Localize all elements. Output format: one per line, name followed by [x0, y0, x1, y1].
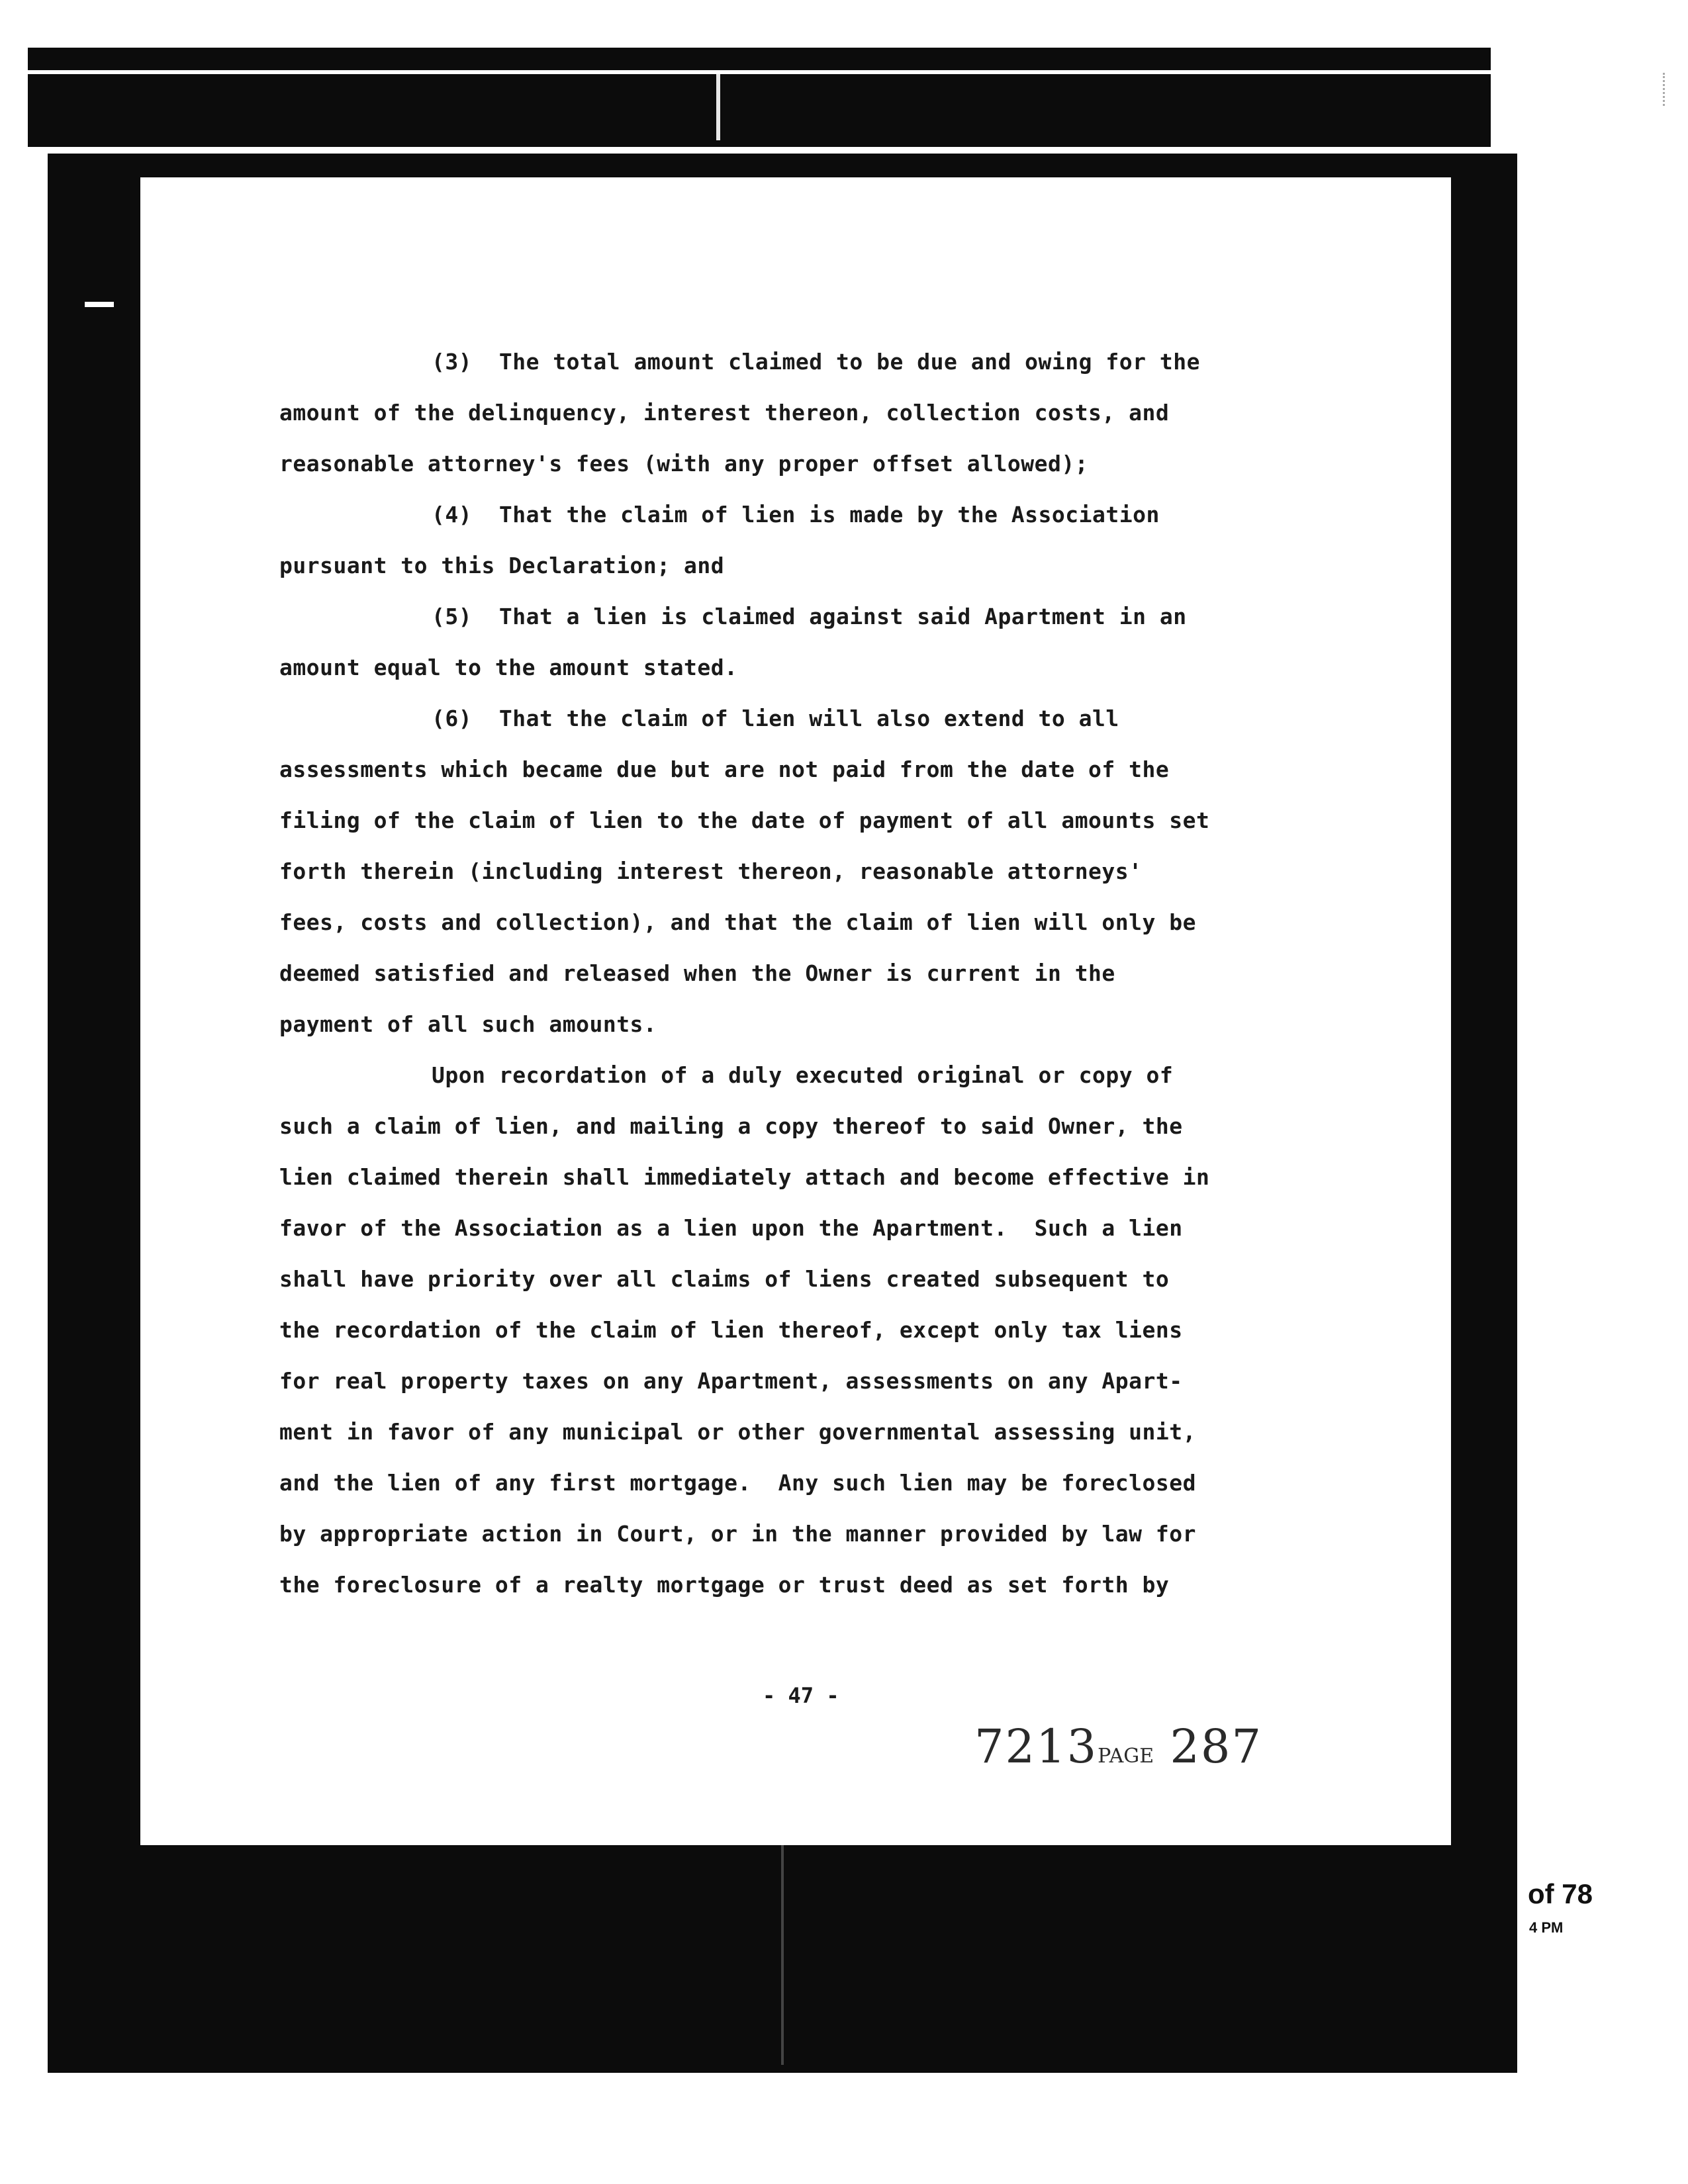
book-page: 287 [1170, 1719, 1262, 1774]
document-line: pursuant to this Declaration; and [279, 553, 725, 578]
scan-right-dots [1663, 73, 1669, 106]
scan-top-border-tick [716, 74, 720, 140]
document-line: filing of the claim of lien to the date of payment of all amounts set [279, 807, 1210, 833]
book-page-stamp [974, 1719, 1262, 1774]
book-number: 7213 [974, 1719, 1098, 1774]
scan-top-border [28, 48, 1491, 147]
document-line: for real property taxes on any Apartment, assessments on any Apart- [279, 1368, 1183, 1394]
page-number: - 47 - [763, 1683, 839, 1708]
document-page [140, 177, 1451, 1845]
document-line: (5) That a lien is claimed against said Apartment in an [432, 604, 1187, 629]
viewer-page-total: of 78 [1528, 1878, 1593, 1909]
document-line: (4) That the claim of lien is made by the Association [432, 502, 1160, 527]
document-line: amount of the delinquency, interest thereon, collection costs, and [279, 400, 1170, 426]
document-line: and the lien of any first mortgage. Any such lien may be foreclosed [279, 1470, 1197, 1496]
document-line: (3) The total amount claimed to be due and owing for the [432, 349, 1200, 375]
document-line: the recordation of the claim of lien thereof, except only tax liens [279, 1317, 1183, 1343]
document-line: amount equal to the amount stated. [279, 655, 738, 680]
document-line: forth therein (including interest thereon, reasonable attorneys' [279, 858, 1143, 884]
document-line: shall have priority over all claims of liens created subsequent to [279, 1266, 1170, 1292]
document-line: (6) That the claim of lien will also extend to all [432, 705, 1119, 731]
document-line: assessments which became due but are not paid from the date of the [279, 756, 1170, 782]
document-line: lien claimed therein shall immediately attach and become effective in [279, 1164, 1210, 1190]
document-line: by appropriate action in Court, or in the manner provided by law for [279, 1521, 1197, 1547]
document-line: ment in favor of any municipal or other governmental assessing unit, [279, 1419, 1197, 1445]
viewer-time: 4 PM [1529, 1919, 1564, 1936]
document-line: fees, costs and collection), and that the claim of lien will only be [279, 909, 1197, 935]
document-line: deemed satisfied and released when the Owner is current in the [279, 960, 1115, 986]
scan-top-border-line [28, 70, 1491, 74]
document-line: favor of the Association as a lien upon the Apartment. Such a lien [279, 1215, 1183, 1241]
document-line: such a claim of lien, and mailing a copy thereof to said Owner, the [279, 1113, 1183, 1139]
scan-left-mark [85, 302, 114, 307]
document-line: payment of all such amounts. [279, 1011, 657, 1037]
document-line: the foreclosure of a realty mortgage or trust deed as set forth by [279, 1572, 1170, 1598]
document-line: reasonable attorney's fees (with any proper offset allowed); [279, 451, 1089, 477]
document-body [279, 336, 1378, 1610]
scan-bottom-line [781, 1840, 784, 2065]
book-page-label: PAGE [1098, 1745, 1154, 1768]
document-line: Upon recordation of a duly executed original or copy of [432, 1062, 1174, 1088]
